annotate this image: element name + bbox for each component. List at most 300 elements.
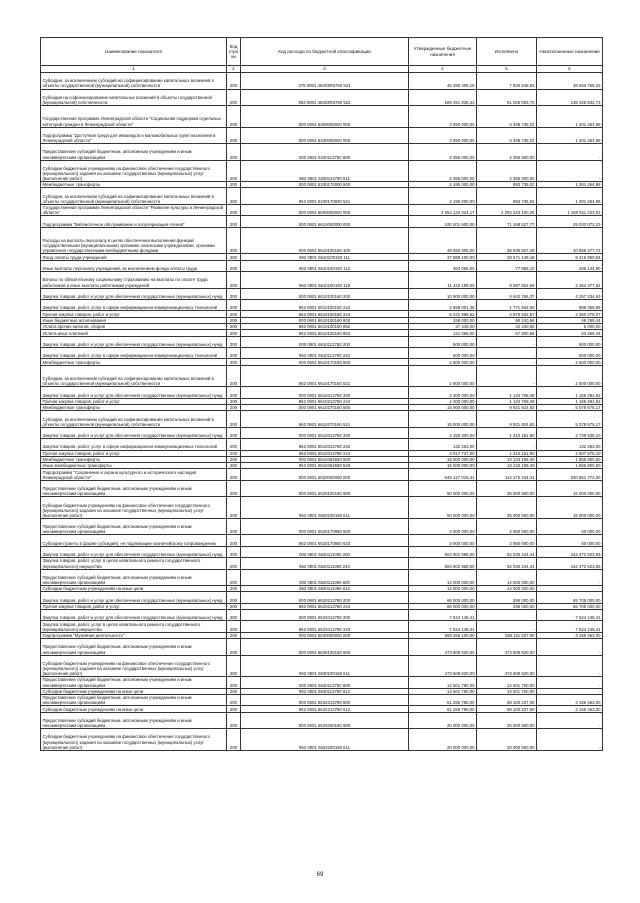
row-line-code: 200 [227,712,241,729]
row-approved: 2 195 000,00 [409,188,477,205]
row-approved: 7 624 148,41 [409,610,477,621]
row-executed: 38 836 827,28 [477,227,537,254]
row-approved: 50 000 000,00 [409,497,477,519]
table-row [41,73,603,90]
table-row [41,260,603,271]
row-name: Закупка товаров, работ и услуг для обеспечения государственных (муниципальных) нужд [41,592,227,603]
row-line-code: 200 [227,127,241,144]
row-line-code: 200 [227,469,241,480]
row-budget-code: 962 0801 6630100160 611 [241,655,409,677]
row-approved: 2 300 000,00 [409,387,477,398]
table-row [41,272,603,289]
table-row [41,439,603,450]
row-budget-code: 962 0801 6620100160 611 [241,497,409,519]
row-executed: 1 134 708,48 [477,398,537,404]
row-line-code: 200 [227,427,241,438]
row-executed: 1 410 161,90 [477,427,537,438]
row-budget-code: 000 0801 6630113780 600 [241,677,409,688]
row-approved: 66 000 000,00 [409,592,477,603]
row-line-code: 200 [227,288,241,299]
row-executed: 28 671 149,46 [477,254,537,260]
row-line-code: 200 [227,411,241,428]
row-line-code: 200 [227,73,241,90]
table-row [41,729,603,751]
row-approved: 15 000 000,00 [409,411,477,428]
row-line-code: 200 [227,621,241,632]
row-name: Предоставление субсидий бюджетным, автономным учреждениям и иным некоммерческим организациям [41,677,227,688]
row-unexecuted: 50 000,00 [537,535,603,546]
row-budget-code: 962 0801 6610100160 244 [241,311,409,317]
row-name: Субсидии бюджетным учреждениям на иные цели [41,706,227,712]
row-approved: 4 017 737,00 [409,450,477,456]
table-row [41,535,603,546]
row-executed: 62 030 244,41 [477,558,537,569]
table-row [41,586,603,592]
row-budget-code: 000 0801 6610270160 500 [241,404,409,410]
row-unexecuted: 3 360 076,07 [537,311,603,317]
table-row [41,106,603,128]
row-unexecuted: 138 426 832,73 [537,89,603,106]
row-line-code: 200 [227,639,241,656]
row-budget-code: 000 0801 6610454550 500 [241,456,409,462]
header-name: Наименование показателя [41,38,227,66]
row-executed: 71 168 527,77 [477,216,537,227]
row-unexecuted: 2 354 377,32 [537,272,603,289]
row-unexecuted: - [537,677,603,688]
row-approved: 14 601 760,00 [409,677,477,688]
row-approved: 4 550 000,00 [409,127,477,144]
row-approved: 3 000 000,00 [409,535,477,546]
row-executed: 14 000 000,00 [477,569,537,586]
row-line-code: 200 [227,188,241,205]
row-unexecuted: 15 000 000,00 [537,497,603,519]
table-row [41,348,603,359]
row-name: Субсидии бюджетным учреждениям на финансовое обеспечение государственного (муниципального) задания на оказание государственных (муниципальных) услуг (выполнение работ) [41,729,227,751]
row-budget-code: 962 0801 6610100160 852 [241,324,409,330]
table-row [41,300,603,311]
row-budget-code: 962 0801 6620111090 243 [241,558,409,569]
row-approved: 46 390 406,18 [409,73,477,90]
row-name: Подпрограмма "Доступная среда для инвалидов и маломобильных групп населения в Ленинградской области" [41,127,227,144]
row-budget-code: 983 0801 48403R5760 522 [241,89,409,106]
row-name: Предоставление субсидий бюджетным, автономным учреждениям и иным некоммерческим организациям [41,639,227,656]
table-row [41,288,603,299]
row-unexecuted: 1 165 291,52 [537,387,603,398]
row-approved: 2 500 000,00 [409,359,477,365]
row-executed: 32 440,00 [477,324,537,330]
header-unexecuted: Неисполненные назначения [537,38,603,66]
row-approved: 473 609 620,00 [409,639,477,656]
row-line-code: 200 [227,398,241,404]
row-line-code: 200 [227,677,241,688]
row-budget-code: 962 0801 6610100160 112 [241,260,409,271]
row-unexecuted: 3 156 463,00 [537,694,603,705]
row-unexecuted: 1 866 800,60 [537,456,603,462]
row-line-code: 200 [227,216,241,227]
table-row [41,336,603,347]
row-name: Предоставление субсидий бюджетным, автономным учреждениям и иным некоммерческим организациям [41,712,227,729]
table-row [41,688,603,694]
row-line-code: 200 [227,655,241,677]
row-budget-code: 962 0801 6610454550 540 [241,463,409,469]
row-unexecuted: 1 201 264,98 [537,106,603,128]
row-line-code: 200 [227,569,241,586]
row-line-code: 200 [227,336,241,347]
row-name: Субсидии бюджетным учреждениям на финансовое обеспечение государственного (муниципального) задания на оказание государственных (муниципальных) услуг (выполнение работ) [41,160,227,182]
row-budget-code: 962 0801 6610113780 242 [241,348,409,359]
table-row [41,497,603,519]
row-name: Предоставление субсидий бюджетным, автономным учреждениям и иным некоммерческим организациям [41,694,227,705]
row-executed: 9 921 824,83 [477,411,537,428]
row-executed: 473 609 620,00 [477,639,537,656]
table-row [41,610,603,621]
row-line-code: 200 [227,456,241,462]
row-name: Субсидии на софинансирование капитальных вложений в объекты государственной (муниципальной) собственности [41,89,227,106]
table-row [41,227,603,254]
row-unexecuted: 5 000,00 [537,324,603,330]
row-unexecuted: 3 156 463,00 [537,632,603,638]
row-line-code: 200 [227,546,241,557]
row-budget-code: 962 0801 6623413780 243 [241,621,409,632]
row-approved: 61 256 780,00 [409,706,477,712]
row-executed: 51 025 003,70 [477,89,537,106]
row-unexecuted: - [537,569,603,586]
row-name: Закупка товаров, работ и услуг для обеспечения государственных (муниципальных) нужд [41,288,227,299]
row-line-code: 200 [227,260,241,271]
row-line-code: 200 [227,144,241,161]
row-line-code: 200 [227,330,241,336]
column-number: 6 [537,66,603,73]
row-unexecuted: 285 144,90 [537,260,603,271]
row-budget-code: 000 0801 6620100160 600 [241,480,409,497]
row-line-code: 200 [227,463,241,469]
row-budget-code: 962 0801 6630113780 612 [241,688,409,694]
row-unexecuted: 2 500 000,00 [537,359,603,365]
row-executed: 57 800,56 [477,330,537,336]
row-executed: 7 826 648,93 [477,73,537,90]
row-executed: 90 240,56 [477,317,537,323]
row-approved: 20 000 000,00 [409,729,477,751]
row-unexecuted: 4 257 234,63 [537,288,603,299]
row-line-code: 200 [227,497,241,519]
row-line-code: 200 [227,204,241,215]
row-line-code: 200 [227,518,241,535]
row-budget-code: 075 0801 48403R5760 521 [241,73,409,90]
row-name: Закупка товаров, работ и услуг для обеспечения государственных (муниципальных) нужд [41,610,227,621]
table-row [41,546,603,557]
row-approved: 363 066,00 [409,260,477,271]
row-unexecuted: 500 000,00 [537,336,603,347]
row-executed: 1 771 942,60 [477,300,537,311]
row-unexecuted: 1 201 264,98 [537,127,603,144]
row-approved: 569 266 100,00 [409,632,477,638]
row-budget-code: 000 0801 6610313780 200 [241,427,409,438]
row-name: Субсидии бюджетным учреждениям на иные цели [41,688,227,694]
table-body [41,73,603,751]
row-line-code: 200 [227,311,241,317]
row-executed: 62 030 244,41 [477,546,537,557]
row-line-code: 200 [227,610,241,621]
row-budget-code: 000 0801 5330000000 000 [241,127,409,144]
row-approved: 132 263,00 [409,439,477,450]
row-executed: 1 134 708,48 [477,387,537,398]
row-name: Подпрограмма "Библиотечное обслуживание и популяризация чтения" [41,216,227,227]
row-budget-code: 962 0801 6620213780 244 [241,603,409,609]
row-budget-code: 000 0801 5330113780 600 [241,144,409,161]
row-name: Закупка товаров, работ и услуг для обеспечения государственных (муниципальных) нужд [41,336,227,347]
row-unexecuted: 15 000 000,00 [537,480,603,497]
table-row [41,677,603,688]
column-number: 2 [227,66,241,73]
row-name: Закупка товаров, работ, услуг в целях капитального ремонта государственного (муниципального) имущества [41,621,227,632]
row-line-code: 200 [227,160,241,182]
row-approved: 121 066,00 [409,330,477,336]
row-unexecuted: 1 201 264,98 [537,188,603,205]
row-executed: 295 000,00 [477,603,537,609]
row-approved: 504 902 968,00 [409,558,477,569]
row-executed: 14 000 000,00 [477,586,537,592]
row-budget-code: 962 0801 6610100160 119 [241,272,409,289]
row-line-code: 200 [227,694,241,705]
table-row [41,89,603,106]
row-unexecuted: 1 165 291,52 [537,398,603,404]
row-budget-code: 000 0801 6610100160 100 [241,227,409,254]
row-approved: 3 654 134 324,17 [409,204,477,215]
row-approved: 66 000 000,00 [409,603,477,609]
row-approved: 2 355 000,00 [409,160,477,182]
table-row [41,621,603,632]
row-executed: 2 293 223 100,26 [477,204,537,215]
row-line-code: 200 [227,535,241,546]
row-budget-code: 000 0801 6600000000 000 [241,204,409,215]
row-budget-code: 962 0801 6610170160 521 [241,365,409,387]
row-budget-code: 962 0801 6633200160 611 [241,729,409,751]
row-unexecuted: 530 851 772,00 [537,469,603,480]
row-approved: 14 000 000,00 [409,586,477,592]
row-executed: 566 111 637,00 [477,632,537,638]
row-line-code: 200 [227,706,241,712]
row-executed: 1 410 161,90 [477,450,537,456]
row-executed: 993 735,02 [477,182,537,188]
row-executed: 20 000 000,00 [477,729,537,751]
row-line-code: 200 [227,300,241,311]
row-budget-code: 000 0801 6610000000 000 [241,216,409,227]
row-budget-code: 000 0801 6623413780 200 [241,610,409,621]
row-budget-code: 962 0801 6610213780 244 [241,398,409,404]
table-row [41,188,603,205]
row-budget-code: 000 0801 5300000000 000 [241,106,409,128]
table-row [41,569,603,586]
row-unexecuted: 132 263,00 [537,439,603,450]
row-name: Прочая закупка товаров, работ и услуг [41,450,227,456]
row-executed: 2 950 000,00 [477,518,537,535]
row-approved: 2 500 000,00 [409,365,477,387]
row-executed: 993 735,02 [477,188,537,205]
row-budget-code: 000 0801 6620170950 600 [241,518,409,535]
row-budget-code: 000 0801 6610100160 200 [241,288,409,299]
row-budget-code: 000 0801 6620111090 600 [241,569,409,586]
row-line-code: 200 [227,729,241,751]
row-line-code: 200 [227,558,241,569]
row-executed: 2 355 000,00 [477,144,537,161]
row-name: Предоставление субсидий бюджетным, автономным учреждениям и иным некоммерческим организациям [41,480,227,497]
header-line-code: Код стро ки [227,38,241,66]
row-unexecuted: 69 259,44 [537,317,603,323]
row-name: Субсидии (гранты в форме субсидий), не подлежащие казначейскому сопровождению [41,535,227,546]
header-budget-code: Код расхода по бюджетной классификации [241,38,409,66]
row-line-code: 200 [227,450,241,456]
row-line-code: 200 [227,586,241,592]
row-executed: 2 950 000,00 [477,535,537,546]
row-unexecuted: 9 216 950,54 [537,254,603,260]
row-budget-code: 000 0801 6620213780 200 [241,592,409,603]
row-unexecuted: 2 739 538,10 [537,427,603,438]
row-name: Прочая закупка товаров, работ и услуг [41,398,227,404]
row-name: Межбюджетные трансферты [41,182,227,188]
row-unexecuted: - [537,586,603,592]
row-budget-code: 000 0801 6630100160 600 [241,639,409,656]
row-approved: 500 000,00 [409,336,477,347]
table-row [41,204,603,215]
row-line-code: 200 [227,632,241,638]
row-budget-code: 962 0801 6620170950 633 [241,535,409,546]
row-unexecuted: 1 360 911 223,91 [537,204,603,215]
row-budget-code: 962 0801 6610100160 242 [241,300,409,311]
row-approved: 2 300 000,00 [409,398,477,404]
row-line-code: 200 [227,592,241,603]
row-name: Государственная программа Ленинградской области "Развитие культуры в Ленинградской области" [41,204,227,215]
row-executed: 473 609 620,00 [477,655,537,677]
row-budget-code: 000 0801 6610100160 800 [241,317,409,323]
row-executed: 13 133 199,40 [477,463,537,469]
row-name: Закупка товаров, работ, услуг в сфере информационно-коммуникационных технологий [41,348,227,359]
table-row [41,387,603,398]
row-approved: 20 000 000,00 [409,712,477,729]
row-budget-code: 000 0801 6633200160 600 [241,712,409,729]
row-budget-code: 962 0801 5330170930 521 [241,188,409,205]
row-executed: - [477,621,537,632]
row-name: Уплата иных платежей [41,330,227,336]
row-budget-code: 962 0801 6610313780 244 [241,450,409,456]
row-budget-code: 000 0801 6632213780 600 [241,694,409,705]
row-unexecuted: - [537,712,603,729]
row-unexecuted: - [537,144,603,161]
row-approved: 2 355 000,00 [409,144,477,161]
row-line-code: 200 [227,182,241,188]
row-executed: 14 601 760,00 [477,688,537,694]
row-name: Фонд оплаты труда учреждений [41,254,227,260]
row-budget-code: 962 0801 6610313780 242 [241,439,409,450]
row-unexecuted: 7 624 148,41 [537,610,603,621]
row-line-code: 200 [227,227,241,254]
row-approved: 2 658 001,38 [409,300,477,311]
row-unexecuted: 886 058,58 [537,300,603,311]
row-budget-code: 000 0801 6620000000 000 [241,469,409,480]
row-approved: 50 000 000,00 [409,480,477,497]
row-line-code: 200 [227,404,241,410]
row-executed: 14 601 760,00 [477,677,537,688]
row-name: Иные бюджетные ассигнования [41,317,227,323]
row-line-code: 200 [227,254,241,260]
row-executed: 4 870 922,57 [477,311,537,317]
row-line-code: 200 [227,439,241,450]
row-name: Прочая закупка товаров, работ и услуг [41,311,227,317]
row-approved: 645 127 016,41 [409,469,477,480]
row-unexecuted: - [537,639,603,656]
page-number: 69 [316,872,324,878]
row-executed: - [477,359,537,365]
row-line-code: 200 [227,348,241,359]
row-name: Закупка товаров, работ, услуг в сфере информационно-коммуникационных технологий [41,300,227,311]
row-budget-code: 962 0801 6610270160 521 [241,411,409,428]
row-approved: 2 195 000,00 [409,182,477,188]
row-name: Субсидии, за исключением субсидий на софинансирование капитальных вложений в объекты государственной (муниципальной) собственности [41,188,227,205]
row-name: Закупка товаров, работ и услуг для обеспечения государственных (муниципальных) нужд [41,427,227,438]
row-approved: 10 900 000,00 [409,288,477,299]
row-name: Иные выплаты персоналу учреждений, за исключением фонда оплаты труда [41,260,227,271]
row-unexecuted: 50 000,00 [537,518,603,535]
row-unexecuted: 3 156 463,00 [537,706,603,712]
row-unexecuted: 65 705 000,00 [537,603,603,609]
row-executed: 13 133 199,40 [477,456,537,462]
column-number: 3 [241,66,409,73]
row-unexecuted: 65 705 000,00 [537,592,603,603]
row-name: Межбюджетные трансферты [41,404,227,410]
table-row [41,694,603,705]
row-name: Закупка товаров, работ, услуг в целях капитального ремонта государственного (муниципального) имущества [41,558,227,569]
row-approved: 4 550 000,00 [409,106,477,128]
row-unexecuted: 500 000,00 [537,348,603,359]
table-header-row [41,38,603,66]
row-unexecuted: 7 624 148,41 [537,621,603,632]
row-budget-code: 962 0801 6610100160 853 [241,330,409,336]
row-name: Государственная программа Ленинградской области "Социальная поддержка отдельных категорий граждан в Ленинградской области" [41,106,227,128]
row-executed: - [477,336,537,347]
row-executed: 35 000 000,00 [477,497,537,519]
row-budget-code: 000 0801 6610113780 200 [241,336,409,347]
table-row [41,216,603,227]
row-name: Закупка товаров, работ и услуг для обеспечения государственных (муниципальных) нужд [41,546,227,557]
row-approved: 11 442 199,00 [409,272,477,289]
row-unexecuted: 63 259,44 [537,330,603,336]
row-name: Подпрограмма "Музейная деятельность" [41,632,227,638]
row-line-code: 200 [227,89,241,106]
row-line-code: 200 [227,106,241,128]
row-approved: 15 000 000,00 [409,456,477,462]
row-unexecuted: 5 078 675,17 [537,411,603,428]
row-approved: 15 000 000,00 [409,463,477,469]
row-approved: 3 000 000,00 [409,518,477,535]
row-approved: 14 000 000,00 [409,569,477,586]
row-name: Субсидии, за исключением субсидий на софинансирование капитальных вложений в объекты государственной (муниципальной) собственности [41,411,227,428]
row-budget-code: 000 0801 5330170000 500 [241,182,409,188]
row-budget-code: 000 0801 6630000000 000 [241,632,409,638]
row-unexecuted: - [537,655,603,677]
row-name: Уплата прочих налогов, сборов [41,324,227,330]
row-line-code: 200 [227,480,241,497]
table-row [41,706,603,712]
row-name: Иные межбюджетные трансферты [41,463,227,469]
row-budget-code: 000 0801 6620111090 200 [241,546,409,557]
row-unexecuted: - [537,688,603,694]
row-approved: 504 902 968,00 [409,546,477,557]
row-executed: - [477,439,537,450]
row-unexecuted: - [537,729,603,751]
row-executed: 295 000,00 [477,592,537,603]
row-approved: 37 888 100,00 [409,254,477,260]
row-line-code: 200 [227,365,241,387]
table-row [41,480,603,497]
